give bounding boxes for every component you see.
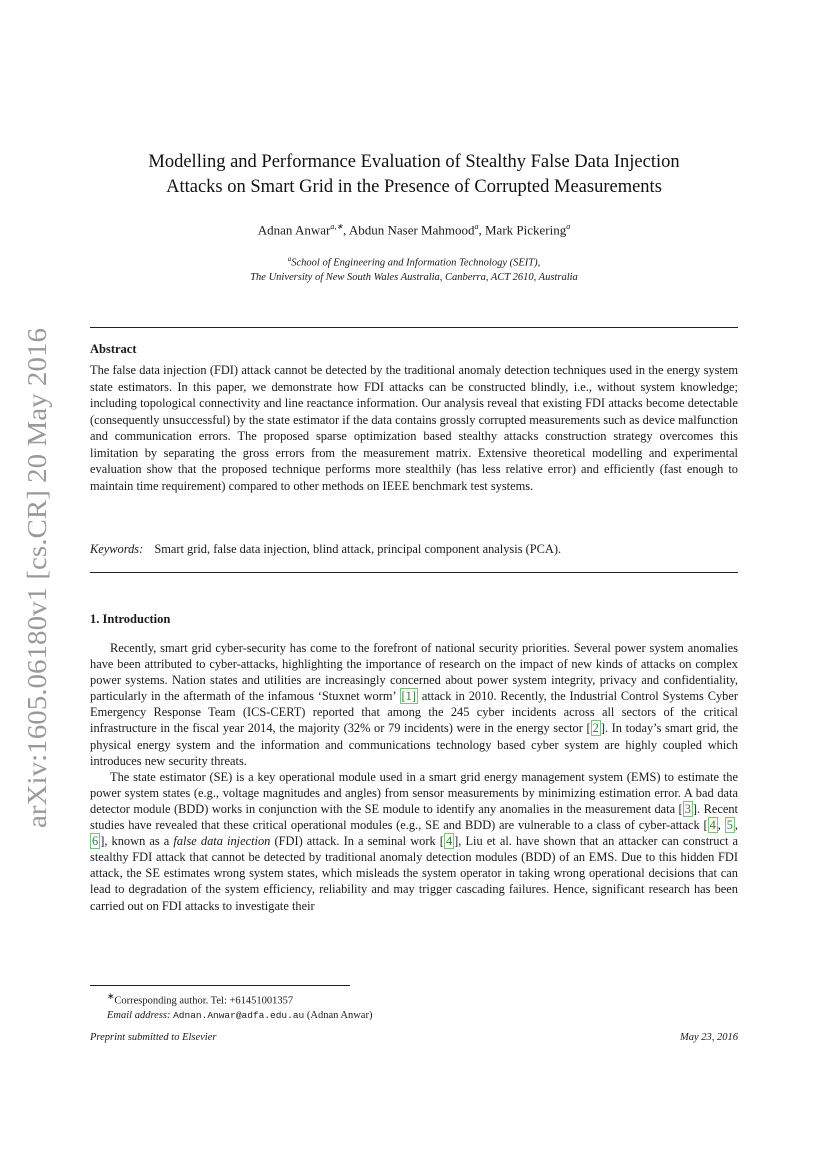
footer-date: May 23, 2016: [679, 1032, 738, 1043]
text-run: The state estimator (SE) is a key operational module used in a smart grid energy management system (EMS) to estimate the power system states (e.g., voltage magnitudes and angles) from sensor measurements by minimizing estimation error. A bad data detector module (BDD) works in conjunction with the SE module to identify any anomalies in the measurement data: [90, 769, 738, 816]
emphasis-text: false data injection: [173, 834, 271, 849]
text-run: . In today’s smart grid, the physical energy system and the information and communications technology based cyber system are highly coupled which introduces new security threats.: [90, 721, 738, 768]
citation-link[interactable]: 6: [92, 834, 99, 849]
author-mark: a: [566, 222, 571, 231]
author-name: Adnan Anwar: [257, 222, 331, 238]
keywords-text: Smart grid, false data injection, blind attack, principal component analysis (PCA).: [154, 542, 562, 556]
citation-link[interactable]: 3: [684, 801, 691, 816]
text-run: attack in 2010. Recently, the Industrial Control Systems Cyber Emergency Response Team (ICS-CERT) reported that among the 245 cyber incidents across all sectors of the critical infrastructure in the fiscal year 2014, the majority (32% or 79 incidents) were in the energy sector: [90, 689, 738, 736]
paper-title: [90, 150, 738, 200]
abstract-body: The false data injection (FDI) attack cannot be detected by the traditional anomaly detection techniques used in the energy system state estimators. In this paper, we demonstrate how FDI attacks can be constructed blindly, i.e., without system knowledge; including topological connectivity and line reactance information. Our analysis reveal that existing FDI attacks become detectable (consequently unsuccessful) by the state estimator if the data contains grossly corrupted measurements such as device malfunction and communication errors. The proposed sparse optimization based stealthy attacks construction strategy overcomes this limitation by separating the gross errors from the measurement matrix. Extensive theoretical modelling and experimental evaluation show that the proposed technique performs more stealthily (has less relative error) and efficiently (fast enough to maintain time requirement) compared to other methods on IEEE benchmark test systems.: [90, 363, 738, 493]
footnote-line-1: Corresponding author. Tel: +61451001357: [114, 995, 294, 1007]
affiliation-line-1: School of Engineering and Information Technology (SEIT),: [291, 257, 541, 269]
affiliation-line-2: The University of New South Wales Australia, Canberra, ACT 2610, Australia: [250, 271, 578, 283]
citation-link[interactable]: 4: [709, 818, 716, 833]
author-list: Adnan Anwar$^{a,∗}$, Abdun Naser Mahmood$^a$, Mark Pickering$^a$: [257, 222, 571, 238]
affiliation: [90, 252, 738, 285]
bottom-divider: [90, 572, 738, 573]
keywords-label: Keywords:: [90, 542, 144, 556]
author-mark: a,∗: [330, 222, 344, 231]
citation-link[interactable]: 2: [592, 721, 599, 736]
author-mark: a: [474, 222, 479, 231]
footnote-divider: [90, 985, 350, 986]
text-run: . Recent studies have revealed that these critical operational modules (e.g., SE and BDD) are vulnerable to a class of cyber-attack: [90, 801, 738, 833]
paragraph: The state estimator (SE) is a key operational module used in a smart grid energy management system (EMS) to estimate the power system states (e.g., voltage magnitudes and angles) from sensor measurements by minimizing estimation error. A bad data detector module (BDD) works in conjunction with the SE module to identify any anomalies in the measurement data [ 3 ]. Recent studies have revealed that these critical operational modules (e.g., SE and BDD) are vulnerable to a class of cyber-attack [ 4 , 5 , 6 ], known as a false data injection (FDI) attack. In a seminal work [ 4 ], Liu et al. have shown that an attacker can construct a stealthy FDI attack that cannot be detected by traditional anomaly detection modules (BDD) of an EMS. Due to this hidden FDI attack, the SE estimates wrong system states, which misleads the system operator in taking wrong operational decisions that can lead to degradation of the system efficiency, reliability and may trigger cascading failures. Hence, significant research has been carried out on FDI attacks to investigate their: [90, 769, 738, 913]
arxiv-stamp-text: arXiv:1605.06180v1 [cs.CR] 20 May 2016: [21, 354, 52, 828]
footnote: [107, 989, 372, 1024]
citation-number: 1: [405, 689, 412, 704]
abstract-heading: Abstract: [90, 342, 137, 356]
text-run: , known as a: [104, 834, 174, 849]
footer-preprint-note: Preprint submitted to Elsevier: [90, 1032, 217, 1043]
citation-link[interactable]: [1]: [401, 689, 416, 704]
email-link[interactable]: Adnan.Anwar@adfa.edu.au: [173, 1010, 305, 1021]
author-name: Mark Pickering: [485, 222, 567, 238]
text-run: , Liu et al. have shown that an attacker can construct a stealthy FDI attack that cannot be detected by traditional anomaly detection modules (BDD) of an EMS. Due to this hidden FDI attack, the SE estimates wrong system states, which misleads the system operator in taking wrong operational decisions that can lead to degradation of the system efficiency, reliability and may trigger cascading failures. Hence, significant research has been carried out on FDI attacks to investigate their: [90, 834, 738, 913]
affiliation-mark: a: [287, 255, 292, 263]
title-line-2: Attacks on Smart Grid in the Presence of Corrupted Measurements: [166, 177, 662, 197]
email-label: Email address:: [107, 1010, 171, 1021]
text-run: Recently, smart grid cyber-security has come to the forefront of national security priorities. Several power system anomalies have been attributed to cyber-attacks, highlighting the importance of research on the impact of new kinds of attacks on complex power systems. Nation states and utilities are increasingly concerned about power system integrity, privacy and confidentiality, particularly in the aftermath of the infamous ‘Stuxnet worm’: [90, 641, 738, 704]
introduction-body: [90, 640, 738, 914]
paragraph: Recently, smart grid cyber-security has come to the forefront of national security priorities. Several power system anomalies have been attributed to cyber-attacks, highlighting the importance of research on the impact of new kinds of attacks on complex power systems. Nation states and utilities are increasingly concerned about power system integrity, privacy and confidentiality, particularly in the aftermath of the infamous ‘Stuxnet worm’ [1] attack in 2010. Recently, the Industrial Control Systems Cyber Emergency Response Team (ICS-CERT) reported that among the 245 cyber incidents across all sectors of the critical infrastructure in the fiscal year 2014, the majority (32% or 79 incidents) were in the energy sector [ 2 ]. In today’s smart grid, the physical energy system and the information and communications technology based cyber system are highly coupled which introduces new security threats.: [90, 641, 738, 768]
footnote-mark: ∗: [107, 991, 115, 1001]
title-line-1: Modelling and Performance Evaluation of Stealthy False Data Injection: [148, 152, 680, 172]
arxiv-stamp: [12, 325, 58, 830]
top-divider: [90, 327, 738, 328]
author-name: Abdun Naser Mahmood: [348, 222, 475, 238]
email-owner: (Adnan Anwar): [306, 1010, 373, 1021]
citation-link[interactable]: 4: [445, 834, 453, 849]
text-run: (FDI) attack. In a seminal work: [270, 834, 440, 849]
keywords: [90, 542, 738, 557]
section-heading: 1. Introduction: [90, 612, 171, 626]
citation-link[interactable]: 5: [726, 818, 733, 833]
